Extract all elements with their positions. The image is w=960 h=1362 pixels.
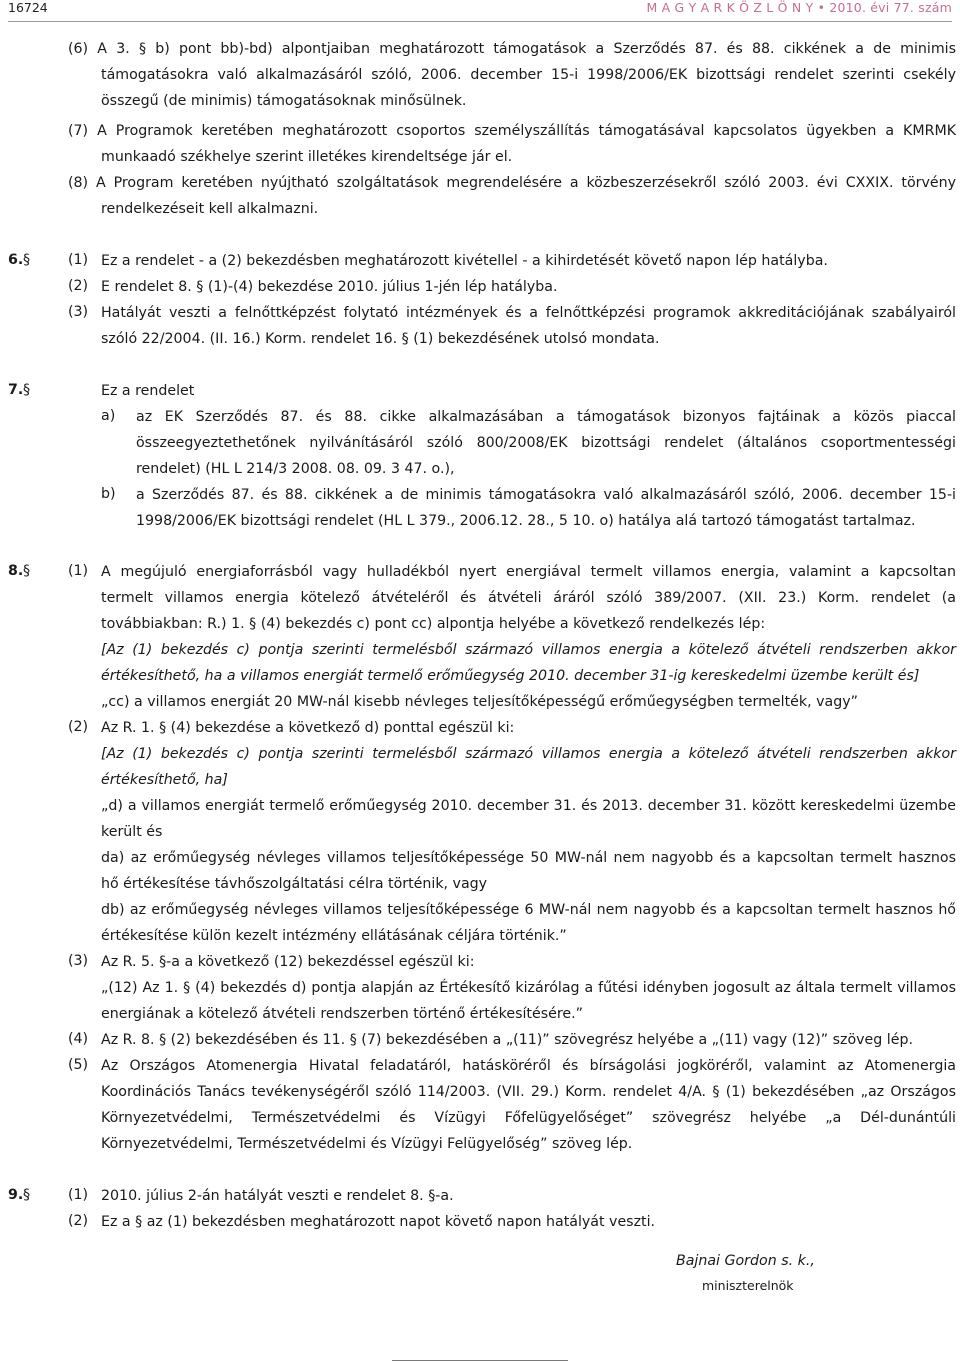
paragraph-line: értékesítése külön kezelt intézmény ellátásának céljára történik.” [101, 928, 567, 944]
header-divider [8, 21, 952, 22]
paragraph-line: [Az (1) bekezdés c) pontja szerinti termelésből származó villamos energia a kötelező átvételi rendszerben akkor [101, 746, 956, 762]
paragraph-line: Az R. 5. §-a a következő (12) bekezdéssel egészül ki: [101, 954, 475, 970]
paragraph-line: energiának a kötelező átvételi rendszerben történő értékesítésére.” [101, 1006, 583, 1022]
paragraph-line: értékesíthető, ha] [101, 772, 228, 788]
signature-title: miniszterelnök [702, 1278, 794, 1293]
paragraph-line: „(12) Az 1. § (4) bekezdés d) pontja alapján az Értékesítő kizárólag a fűtési idényben jogosult az általa termelt villamos [101, 980, 956, 996]
page-header [8, 0, 952, 22]
item-label: b) [101, 486, 116, 502]
paragraph-line: továbbiakban: R.) 1. § (4) bekezdés c) pont cc) alpontja helyébe a következő rendelkezés lép: [101, 616, 766, 632]
paragraph-line: Ez a § az (1) bekezdésben meghatározott napot követő napon hatályát veszti. [101, 1214, 656, 1230]
paragraph-line: Hatályát veszti a felnőttképzést folytató intézmények és a felnőttképzési programok akkreditációjának szabályairól [101, 305, 956, 321]
paragraph-line: E rendelet 8. § (1)-(4) bekezdése 2010. július 1-jén lép hatályba. [101, 279, 558, 295]
paragraph-line: Az R. 8. § (2) bekezdésében és 11. § (7) bekezdésében a „(11)” szövegrész helyébe a „(11) vagy (12)” szöveg lép. [101, 1032, 913, 1048]
paragraph-line: Ez a rendelet - a (2) bekezdésben meghatározott kivétellel - a kihirdetését követő napon lép hatályba. [101, 253, 828, 269]
paragraph-line: rendelkezéseit kell alkalmazni. [101, 201, 319, 217]
paragraph-line: Koordinációs Tanács tevékenységéről szóló 114/2003. (VII. 29.) Korm. rendelet 4/A. § (1) bekezdésében „az Országos [101, 1084, 956, 1100]
paragraph-line: 1998/2006/EK bizottsági rendelet (HL L 379., 2006.12. 28., 5 10. o) hatálya alá tartozó támogatást tartalmaz. [136, 513, 916, 529]
paragraph-line: munkaadó székhelye szerint illetékes kirendeltsége jár el. [101, 149, 513, 165]
section-sign: § [23, 382, 31, 398]
paragraph-line: [Az (1) bekezdés c) pontja szerinti termelésből származó villamos energia a kötelező átvételi rendszerben akkor [101, 642, 956, 658]
footer-divider [392, 1360, 568, 1361]
paragraph-line: összegű (de minimis) támogatásoknak minősülnek. [101, 93, 467, 109]
paragraph-line: az EK Szerződés 87. és 88. cikke alkalmazásában a támogatások bizonyos fajtáinak a közös piaccal [136, 409, 956, 425]
item-label: a) [101, 408, 116, 424]
paragraph-line: összeegyeztethetőnek nyilvánításáról szóló 800/2008/EK bizottsági rendelet (általános csoportmentességi [136, 435, 956, 451]
paragraph-line: rendelet) (HL L 214/3 2008. 08. 09. 3 47. o.), [136, 461, 455, 477]
paragraph-label: (3) [68, 304, 89, 320]
section-sign: § [23, 252, 31, 268]
section-number: 8. [8, 563, 24, 579]
paragraph-line: értékesíthető, ha a villamos energiát termelő erőműegység 2010. december 31-ig kereskedelmi üzembe került és] [101, 668, 920, 684]
paragraph-line: „cc) a villamos energiát 20 MW-nál kisebb névleges teljesítőképességű erőműegységben termelték, vagy” [101, 694, 858, 710]
paragraph-line: 2010. július 2-án hatályát veszti e rendelet 8. §-a. [101, 1188, 454, 1204]
paragraph-line: (6) A 3. § b) pont bb)-bd) alpontjaiban meghatározott támogatások a Szerződés 87. és 88. cikkének a de minimis [68, 41, 956, 57]
paragraph-label: (1) [68, 563, 89, 579]
paragraph-line: (8) A Program keretében nyújtható szolgáltatások megrendelésére a közbeszerzésekről szóló 2003. évi CXXIX. törvény [68, 175, 956, 191]
paragraph-line: Az Országos Atomenergia Hivatal feladatáról, hatásköréről és bírságolási jogköréről, valamint az Atomenergia [101, 1058, 956, 1074]
paragraph-line: hő értékesítése távhőszolgáltatási célra történik, vagy [101, 876, 488, 892]
paragraph-label: (1) [68, 1187, 89, 1203]
paragraph-line: támogatásokra való alkalmazásáról szóló, 2006. december 15-i 1998/2006/EK bizottsági rendelet szerinti csekély [101, 67, 956, 83]
paragraph-label: (2) [68, 278, 89, 294]
paragraph-line: termelt villamos energia kötelező átvételéről és átvételi áráról szóló 389/2007. (XII. 23.) Korm. rendelet (a [101, 590, 956, 606]
paragraph-line: a Szerződés 87. és 88. cikkének a de minimis támogatásokra való alkalmazásáról szóló, 2006. december 15-i [136, 487, 956, 503]
paragraph-label: (3) [68, 953, 89, 969]
section-sign: § [23, 1187, 31, 1203]
paragraph-label: (1) [68, 252, 89, 268]
signature-name: Bajnai Gordon s. k., [676, 1253, 815, 1269]
section-sign: § [23, 563, 31, 579]
paragraph-line: került és [101, 824, 163, 840]
paragraph-line: Ez a rendelet [101, 383, 195, 399]
paragraph-line: Az R. 1. § (4) bekezdése a következő d) ponttal egészül ki: [101, 720, 515, 736]
paragraph-line: „d) a villamos energiát termelő erőműegység 2010. december 31. és 2013. december 31. között kereskedelmi üzembe [101, 798, 956, 814]
paragraph-line: db) az erőműegység névleges villamos teljesítőképessége 6 MW-nál nem nagyobb és a kapcsoltan termelt hasznos hő [101, 902, 956, 918]
section-number: 7. [8, 382, 24, 398]
paragraph-line: (7) A Programok keretében meghatározott csoportos személyszállítás támogatásával kapcsolatos ügyekben a KMRMK [68, 123, 956, 139]
paragraph-line: A megújuló energiaforrásból vagy hulladékból nyert energiával termelt villamos energia, valamint a kapcsoltan [101, 564, 956, 580]
paragraph-label: (5) [68, 1057, 89, 1073]
paragraph-line: szóló 22/2004. (II. 16.) Korm. rendelet 16. § (1) bekezdésének utolsó mondata. [101, 331, 660, 347]
page-number: 16724 [8, 0, 48, 15]
paragraph-label: (2) [68, 719, 89, 735]
journal-title: M A G Y A R K Ö Z L Ö N Y • 2010. évi 77. szám [646, 0, 952, 15]
paragraph-label: (2) [68, 1213, 89, 1229]
section-number: 6. [8, 252, 24, 268]
section-number: 9. [8, 1187, 24, 1203]
paragraph-line: da) az erőműegység névleges villamos teljesítőképessége 50 MW-nál nem nagyobb és a kapcsoltan termelt hasznos [101, 850, 956, 866]
paragraph-line: Környezetvédelmi, Természetvédelmi és Vízügyi Főfelügyelőséget” szövegrész helyébe „a Dél-dunántúli [101, 1110, 956, 1126]
paragraph-line: Környezetvédelmi, Természetvédelmi és Vízügyi Felügyelőség” szöveg lép. [101, 1136, 633, 1152]
paragraph-label: (4) [68, 1031, 89, 1047]
